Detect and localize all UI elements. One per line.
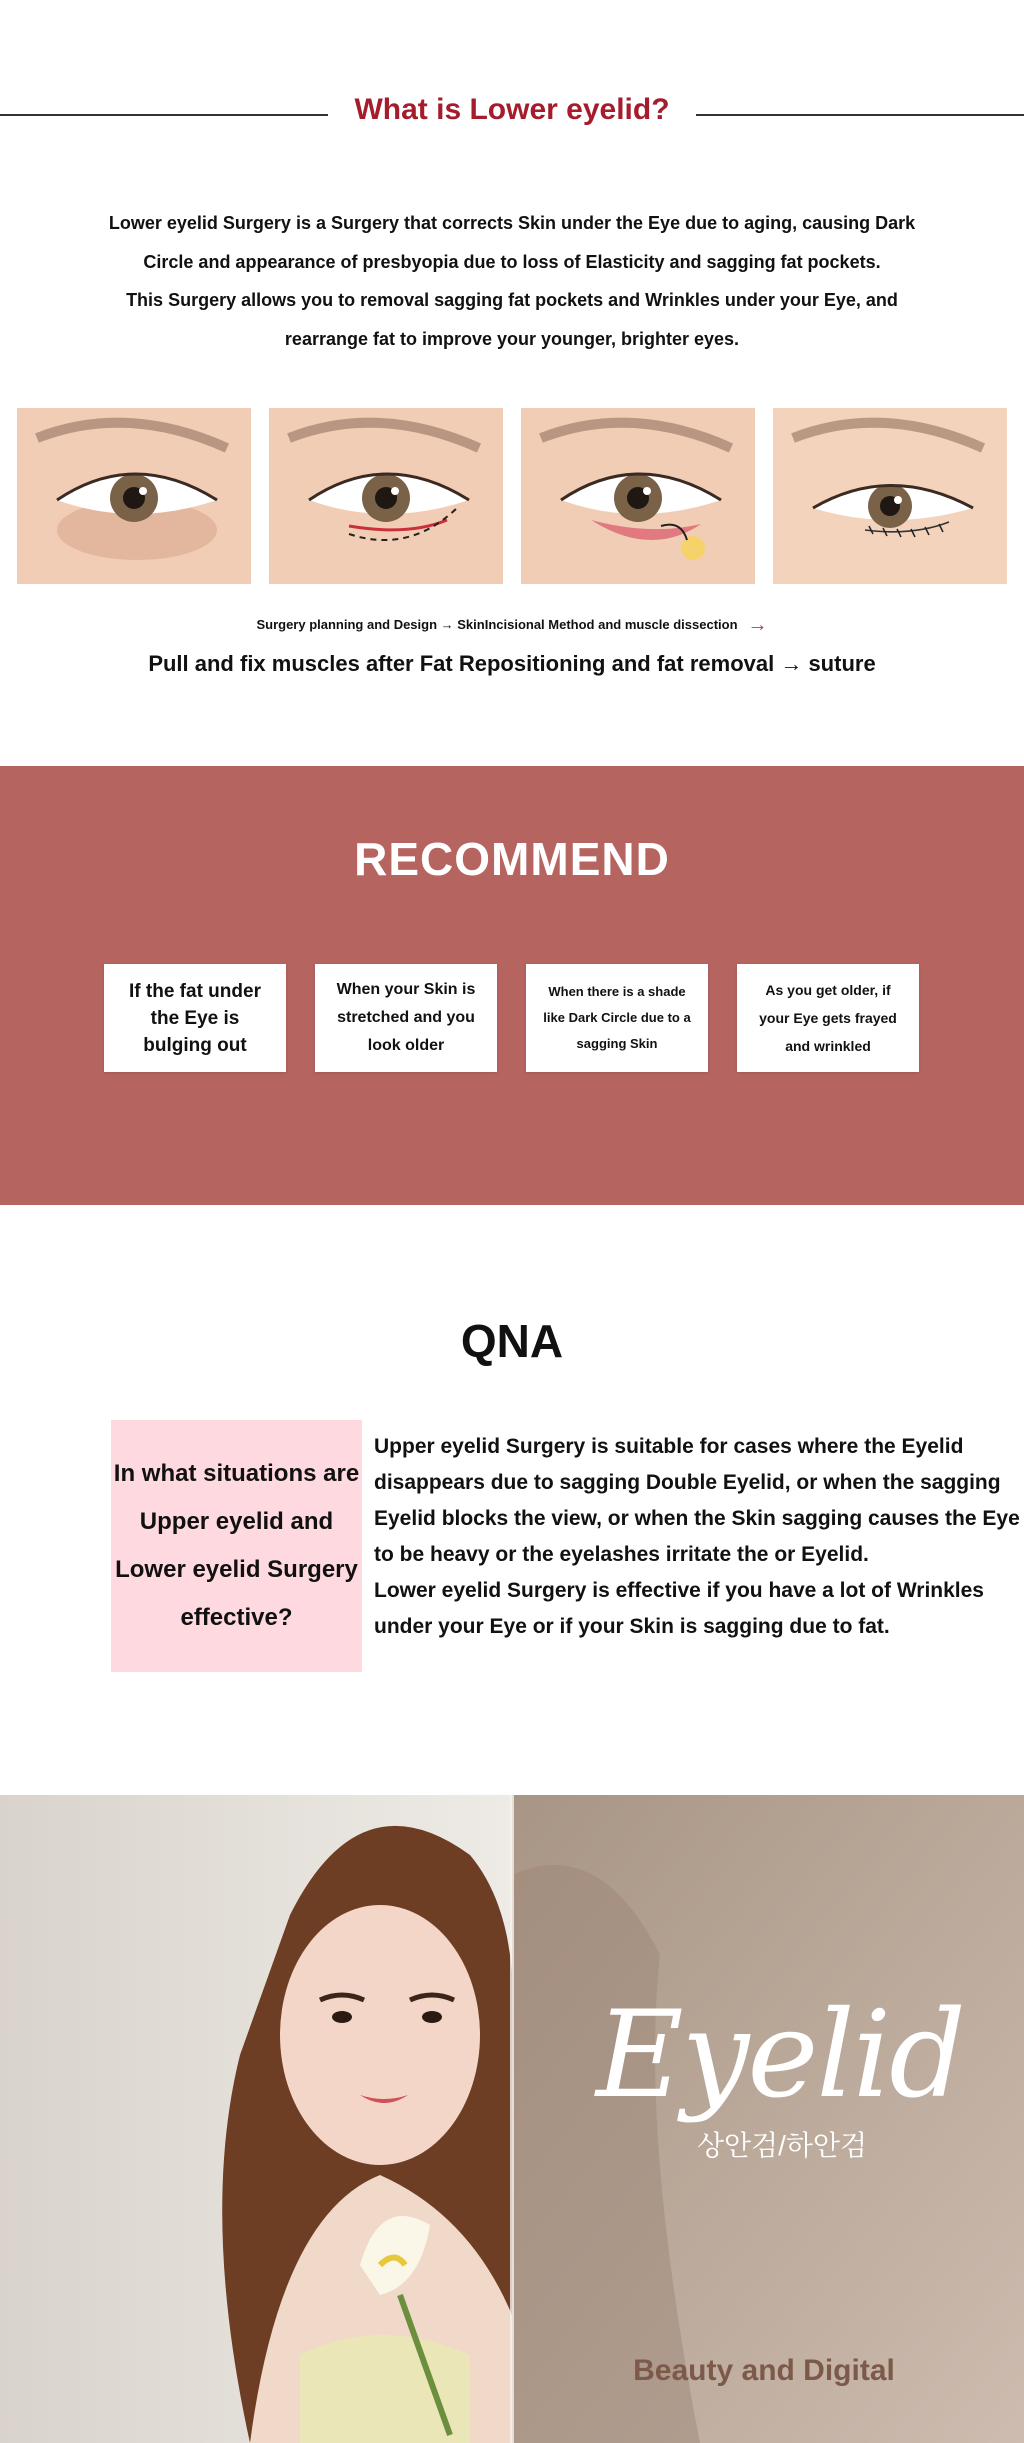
eye-before-icon	[17, 408, 251, 584]
eye-design-icon	[269, 408, 503, 584]
question-box	[111, 1420, 362, 1672]
qna-section	[0, 1205, 1024, 1795]
eye-illustration-suture	[773, 408, 1007, 584]
eye-suture-icon	[773, 408, 1007, 584]
what-is-section	[0, 0, 1024, 766]
intro-line: This Surgery allows you to removal sagging fat pockets and Wrinkles under your Eye, and	[126, 290, 898, 310]
answer-paragraph: Upper eyelid Surgery is suitable for cases where the Eyelid disappears due to sagging Double Eyelid, or when the sagging Eyelid blocks the view, or when the Skin sagging causes the Eye to be heavy or the eyelashes irritate the or Eyelid.	[374, 1435, 1020, 1566]
qna-title: QNA	[460, 1315, 564, 1367]
eye-illustration-design	[269, 408, 503, 584]
step-caption-small	[0, 614, 1024, 636]
recommend-card-text: As you get older, if your Eye gets frayed and wrinkled	[759, 982, 897, 1054]
question-text: In what situations are Upper eyelid and Lower eyelid Surgery effective?	[113, 1460, 360, 1631]
intro-line: Circle and appearance of presbyopia due to loss of Elasticity and sagging fat pockets.	[143, 251, 881, 272]
intro-paragraph	[100, 204, 924, 358]
recommend-card-text: If the fat under the Eye is bulging out	[129, 980, 261, 1056]
recommend-card-text: When there is a shade like Dark Circle due to a sagging Skin	[543, 984, 691, 1051]
recommend-card-text: When your Skin is stretched and you look older	[336, 981, 476, 1054]
answer-paragraph: Lower eyelid Surgery is effective if you have a lot of Wrinkles under your Eye or if your Skin is sagging due to fat.	[374, 1579, 984, 1638]
recommend-section	[0, 766, 1024, 1205]
eye-illustration-fat-removal	[521, 408, 755, 584]
step-caption-text: Surgery planning and Design → SkinIncisional Method and muscle dissection	[256, 617, 738, 632]
surgery-steps-illustrations	[17, 408, 1007, 584]
eye-illustration-before	[17, 408, 251, 584]
eyelid-banner	[0, 1795, 1024, 2443]
recommend-card	[315, 964, 497, 1072]
intro-line: rearrange fat to improve your younger, brighter eyes.	[284, 328, 740, 349]
arrow-right-icon: →	[747, 614, 768, 636]
title-divider-right	[696, 114, 1024, 116]
recommend-card	[526, 964, 708, 1072]
recommend-title: RECOMMEND	[354, 833, 670, 885]
recommend-card	[104, 964, 286, 1072]
banner-korean-subtitle: 상안검/하안검	[696, 2130, 868, 2161]
banner-script-title: Eyelid	[596, 1986, 964, 2125]
intro-line: Lower eyelid Surgery is a Surgery that corrects Skin under the Eye due to aging, causing Dark	[108, 213, 916, 233]
answer-text	[374, 1429, 1020, 1645]
section-title-row	[0, 88, 1024, 132]
banner-brand: Beauty and Digital	[633, 2354, 895, 2387]
eye-fat-removal-icon	[521, 408, 755, 584]
section-title: What is Lower eyelid?	[354, 93, 670, 126]
recommend-card	[737, 964, 919, 1072]
step-caption-big: Pull and fix muscles after Fat Repositioning and fat removal → suture	[148, 651, 876, 676]
